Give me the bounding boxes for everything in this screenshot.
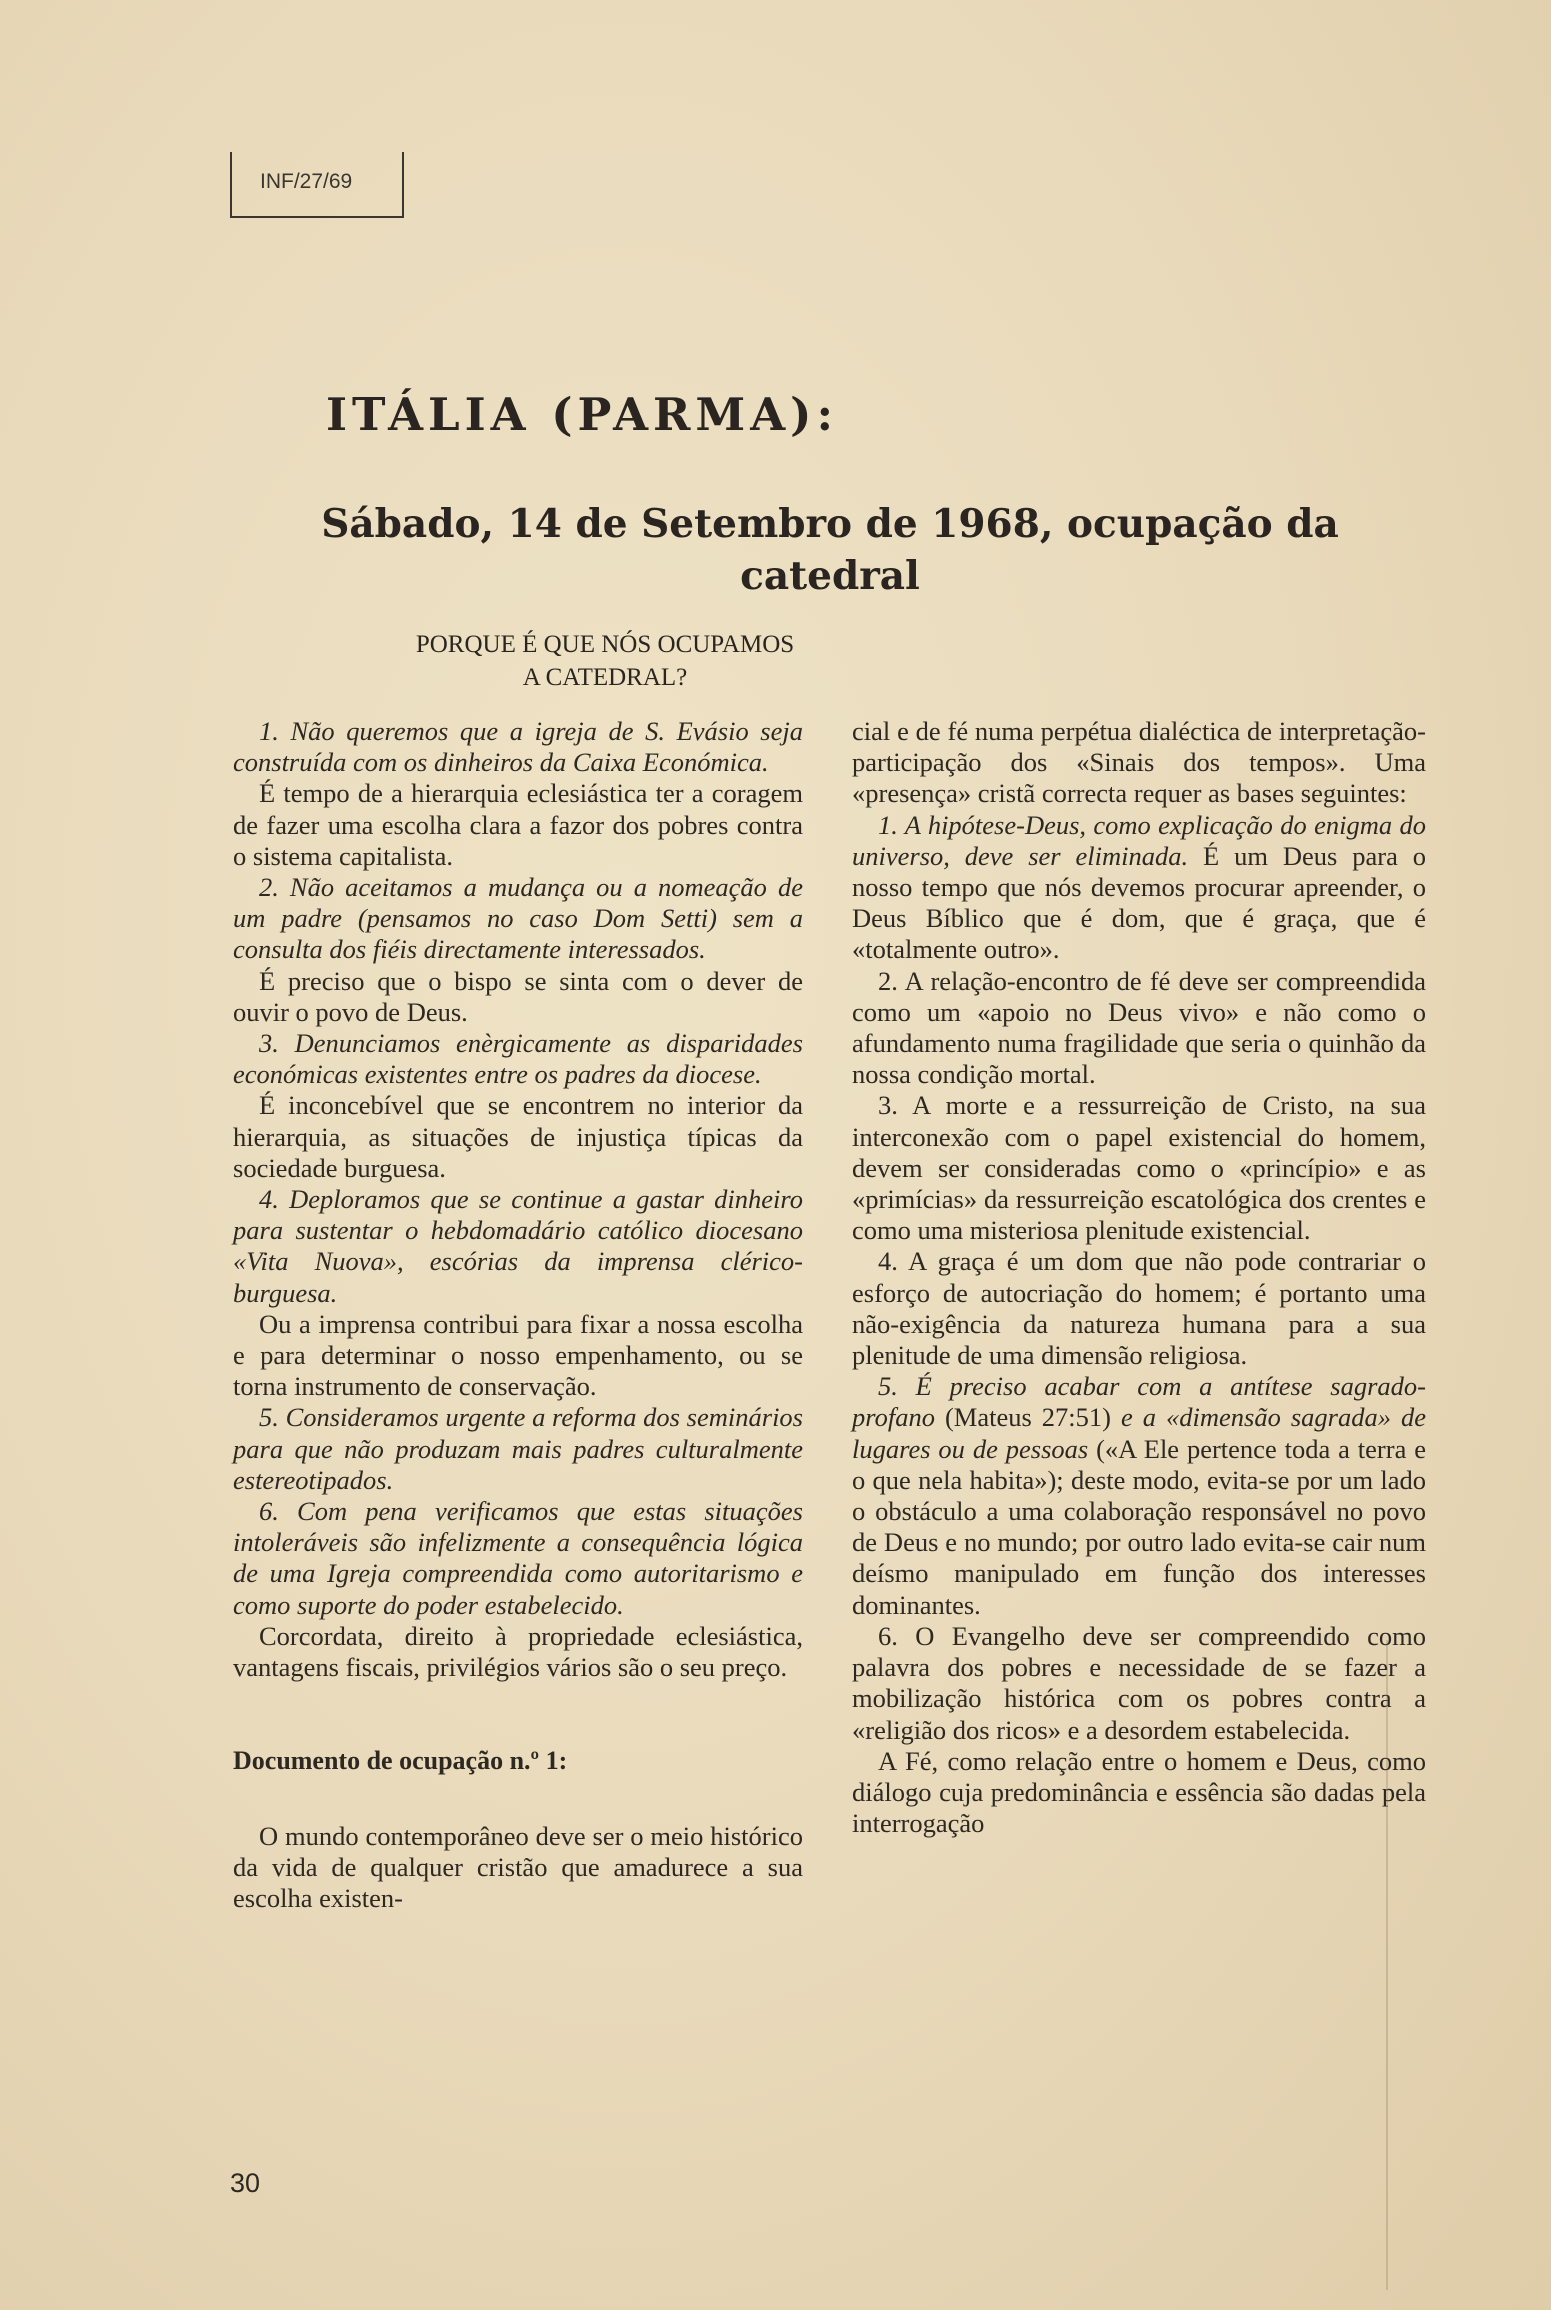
thesis-5-italic-b: e a «dimensão sagrada» de lugares ou de pessoas bbox=[852, 1402, 1426, 1464]
thesis-6: 6. O Evangelho deve ser compreendido como palavra dos pobres e necessidade de se fazer a mobilização histórica com os pobres contra a «religião dos ricos» e a desordem estabelecida. bbox=[852, 1620, 1426, 1745]
point-5-italic: 5. Consideramos urgente a reforma dos seminários para que não produzam mais padres culturalmente estereotipados. bbox=[233, 1402, 803, 1495]
country-title: ITÁLIA (PARMA): bbox=[326, 388, 839, 441]
point-4 bbox=[233, 1184, 803, 1309]
thesis-2: 2. A relação-encontro de fé deve ser compreendida como um «apoio no Deus vivo» e não como o afundamento numa fragilidade que seria o quinhão da nossa condição mortal. bbox=[852, 965, 1426, 1090]
point-4-text: Ou a imprensa contribui para fixar a nossa escolha e para determinar o nosso empenhamento, ou se torna instrumento de conservação. bbox=[233, 1308, 803, 1402]
point-5 bbox=[233, 1402, 803, 1496]
thesis-5 bbox=[852, 1371, 1426, 1621]
reference-code: INF/27/69 bbox=[260, 170, 353, 193]
reference-box bbox=[230, 152, 404, 218]
point-6-text: Corcordata, direito à propriedade eclesiástica, vantagens fiscais, privilégios vários são o seu preço. bbox=[233, 1620, 803, 1683]
point-2-italic: 2. Não aceitamos a mudança ou a nomeação de um padre (pensamos no caso Dom Setti) sem a consulta dos fiéis directamente interessados. bbox=[233, 872, 803, 965]
point-3-italic: 3. Denunciamos enèrgicamente as disparidades económicas existentes entre os padres da diocese. bbox=[233, 1028, 803, 1090]
document-heading: Documento de ocupação n.º 1: bbox=[233, 1746, 568, 1776]
point-2 bbox=[233, 872, 803, 966]
subheading-line-1: PORQUE É QUE NÓS OCUPAMOS bbox=[415, 631, 795, 658]
point-4-italic: 4. Deploramos que se continue a gastar dinheiro para sustentar o hebdomadário católico diocesano «Vita Nuova», escórias da imprensa clérico-burguesa. bbox=[233, 1184, 803, 1308]
thesis-5-plain-a: (Mateus 27:51) bbox=[934, 1402, 1121, 1433]
thesis-5-plain-b: («A Ele pertence toda a terra e o que nela habita»); deste modo, evita-se por um lado o obstáculo a uma colaboração responsável no povo de Deus e no mundo; por outro lado evita-se cair num deísmo manipulado em função dos interesses dominantes. bbox=[852, 1433, 1427, 1620]
subheading-line-2: A CATEDRAL? bbox=[522, 664, 688, 691]
paper-crease bbox=[1386, 1640, 1388, 2290]
left-column bbox=[233, 716, 803, 1914]
headline: Sábado, 14 de Setembro de 1968, ocupação da catedral bbox=[321, 501, 1339, 599]
document-text: O mundo contemporâneo deve ser o meio histórico da vida de qualquer cristão que amadurece a sua escolha existen- bbox=[233, 1820, 803, 1913]
point-6-italic: 6. Com pena verificamos que estas situações intoleráveis são infelizmente a consequência lógica de uma Igreja compreendida como autoritarismo e como suporte do poder estabelecido. bbox=[233, 1496, 803, 1620]
point-3-text: É inconcebível que se encontrem no interior da hierarquia, as situações de injustiça típicas da sociedade burguesa. bbox=[233, 1090, 803, 1183]
page-number: 30 bbox=[230, 2168, 261, 2198]
thesis-3: 3. A morte e a ressurreição de Cristo, na sua interconexão com o papel existencial do homem, devem ser consideradas como o «princípio» e as «primícias» da ressurreição escatológica dos crentes e como uma misteriosa plenitude existencial. bbox=[852, 1090, 1426, 1246]
thesis-1-italic: 1. A hipótese-Deus, como explicação do enigma do universo, deve ser eliminada. bbox=[852, 809, 1426, 871]
point-1-italic: 1. Não queremos que a igreja de S. Evásio seja construída com os dinheiros da Caixa Económica. bbox=[233, 716, 803, 778]
point-1 bbox=[233, 716, 803, 778]
point-3 bbox=[233, 1028, 803, 1090]
point-6 bbox=[233, 1496, 803, 1621]
point-1-text: É tempo de a hierarquia eclesiástica ter a coragem de fazer uma escolha clara a fazor dos pobres contra o sistema capitalista. bbox=[233, 778, 803, 871]
thesis-7: A Fé, como relação entre o homem e Deus, como diálogo cuja predominância e essência são dadas pela interrogação bbox=[852, 1745, 1426, 1839]
intro-continuation: cial e de fé numa perpétua dialéctica de interpretação-participação dos «Sinais dos tempos». Uma «presença» cristã correcta requer as bases seguintes: bbox=[852, 716, 1426, 809]
thesis-1-text: É um Deus para o nosso tempo que nós devemos procurar apreender, o Deus Bíblico que é dom, que é graça, que é «totalmente outro». bbox=[852, 840, 1426, 965]
thesis-1 bbox=[852, 810, 1426, 966]
subheading bbox=[330, 628, 880, 694]
right-column bbox=[852, 716, 1426, 1839]
thesis-4: 4. A graça é um dom que não pode contrariar o esforço de autocriação do homem; é portanto uma não-exigência da natureza humana para a sua plenitude de uma dimensão religiosa. bbox=[852, 1246, 1426, 1371]
point-2-text: É preciso que o bispo se sinta com o dever de ouvir o povo de Deus. bbox=[233, 965, 803, 1027]
thesis-5-italic-a: 5. É preciso acabar com a antítese sagrado-profano bbox=[852, 1371, 1426, 1433]
